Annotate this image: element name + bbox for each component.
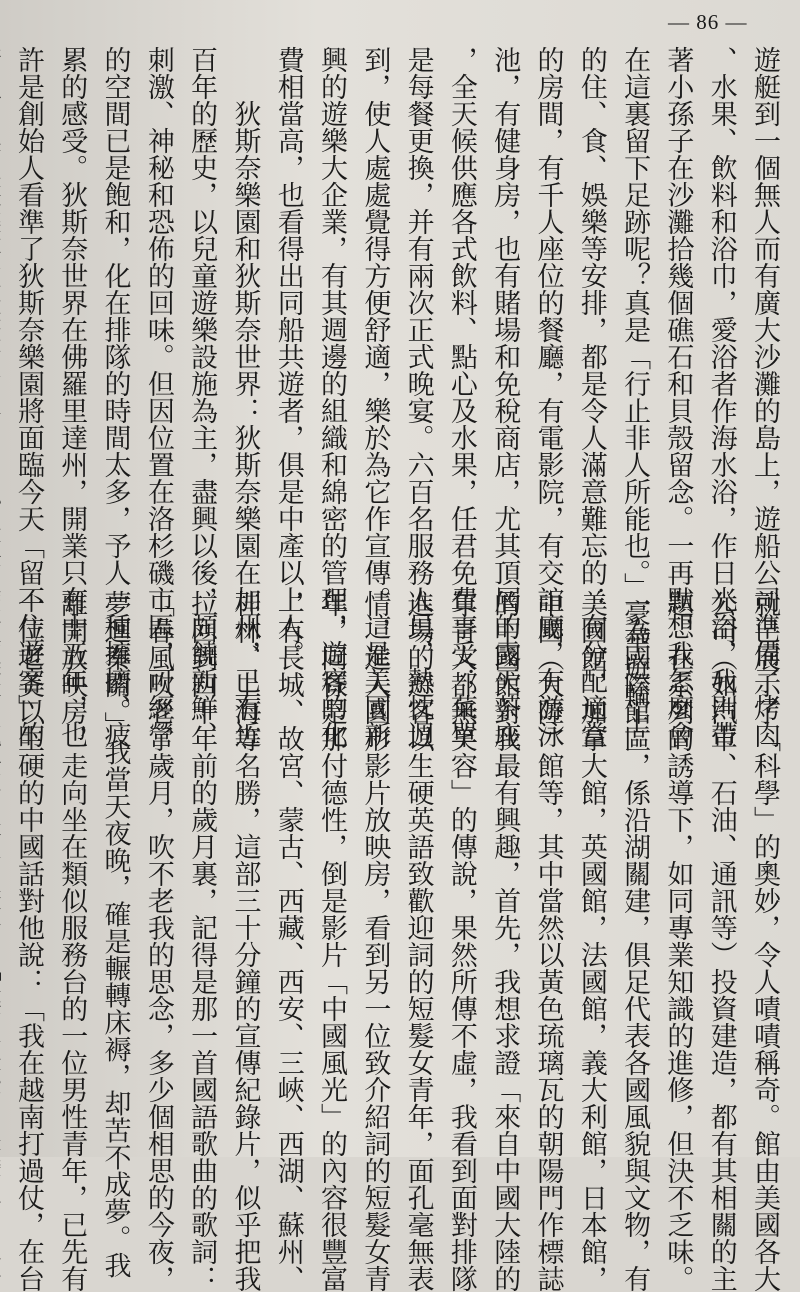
text-column: 許是創始人看準了狄斯奈樂園將面臨今天「留不住遊客」的 (12, 46, 44, 748)
top-text-block (12, 46, 786, 748)
text-column: 狄斯奈樂園和狄斯奈世界：狄斯奈樂園在加州，已有近 (229, 46, 261, 748)
page-number: — 86 — (668, 10, 748, 34)
text-column: 桂林、上海等名勝，這部三十分鐘的宣傳紀錄片，似乎把我 (229, 590, 261, 1292)
text-column: 遊艇到一個無人而有廣大沙灘的島上，遊船公司準備了烤肉 (749, 46, 780, 748)
text-column: 「春風吹老了歲月，吹不老我的思念，多少個相思的今夜， (142, 590, 174, 1292)
text-column: 刺激、神秘和恐佈的回味。但因位置在洛杉磯市區，可經營 (142, 46, 174, 748)
text-column: 的房間，有千人座位的餐廳，有電影院，有交誼廳，有游泳 (532, 46, 564, 748)
text-column: 是每餐更換，并有兩次正式晚宴。六百名服務人員，熱忱週 (402, 46, 434, 748)
text-column: 一位老美以生硬的中國話對他說：「我在越南打過仗，在台 (12, 590, 44, 1292)
text-column: 興的遊樂大企業，有其週邊的組織和綿密的管理，遊客的化 (316, 46, 348, 748)
text-column: 公司（如汽車、石油、通訊等）投資建造，都有其相關的主 (705, 590, 737, 1292)
text-column: 百年的歷史，以兒童遊樂設施為主，盡興以後，頗饒新鮮、 (186, 46, 218, 748)
text-column: 題，在系列的誘導下，如同專業知識的進修，但決不乏味。 (662, 590, 694, 1292)
text-column: 著小孫子在沙灘拾幾個礁石和貝殼留念。一再默想我怎麼會 (662, 46, 694, 748)
text-column: 中國（大陸）館等，其中當然以黃色琉璃瓦的朝陽門作標誌 (532, 590, 564, 1292)
text-column (0, 590, 7, 1150)
text-column: 池，有健身房，也有賭場和免稅商店，尤其頂層的露天茶座 (489, 46, 521, 748)
text-column: 費相當高，也看得出同船共遊者，俱是中產以上人。 (272, 46, 304, 667)
text-column: 拉回到四十年前的歲月裏，記得是那一首國語歌曲的歌詞： (186, 590, 218, 1292)
text-column: 就已展示了「科學」的奧妙，令人嘖嘖稱奇。館由美國各大 (749, 590, 780, 1292)
text-column (0, 46, 7, 586)
text-column: 一為國際館區，係沿湖關建，俱足代表各國風貌與文物，有 (619, 590, 651, 1292)
text-column: 的空間已是飽和，化在排隊的時間太多，予人一種擁擠、疲 (99, 46, 131, 748)
text-column: 情，進入圓形影片放映房，看到另一位致介紹詞的短髮女青 (359, 590, 391, 1292)
bottom-text-block (12, 590, 786, 1292)
text-column: ，全天候供應各式飲料、點心及水果，任君免費享受；菜單 (445, 46, 477, 748)
text-column: ，有長城、故宮、蒙古、西藏、西安、三峽、西湖、蘇州、 (272, 590, 304, 1292)
text-column: 夢迴秦關。」我當天夜晚，確是輾轉床褥，却苦不成夢。我 (99, 590, 131, 1279)
text-column: 的中國館對我最有興趣，首先，我想求證「來自中國大陸的 (489, 590, 521, 1292)
text-column: 在這裏留下足跡呢？真是「行止非人所能也。」豪華遊輪上 (619, 46, 651, 735)
text-column: 美國館，加拿大館，英國館，法國館，義大利館，日本館， (575, 590, 607, 1292)
text-column: 的住、食、娛樂等安排，都是令人滿意難忘的：有分配適當 (575, 46, 607, 748)
text-column: 累的感受。狄斯奈世界在佛羅里達州，開業只有十五年，也 (56, 46, 88, 748)
text-column: 年，同樣是那付德性，倒是影片「中國風光」的內容很豐富 (316, 590, 348, 1292)
text-column: 離開放映房，走向坐在類似服務台的一位男性青年，已先有 (56, 590, 88, 1292)
text-column: 、水果、飲料和浴巾，愛浴者作海水浴，作日光浴，我則帶 (705, 46, 737, 748)
text-column: 進場的遊客以生硬英語致歡迎詞的短髮女青年，面孔毫無表 (402, 590, 434, 1292)
text-column: 年青人都無笑容」的傳說，果然所傳不虛，我看到面對排隊 (445, 590, 477, 1292)
text-column: 到，使人處處覺得方便舒適，樂於為它作宣傳。這是美國新 (359, 46, 391, 748)
